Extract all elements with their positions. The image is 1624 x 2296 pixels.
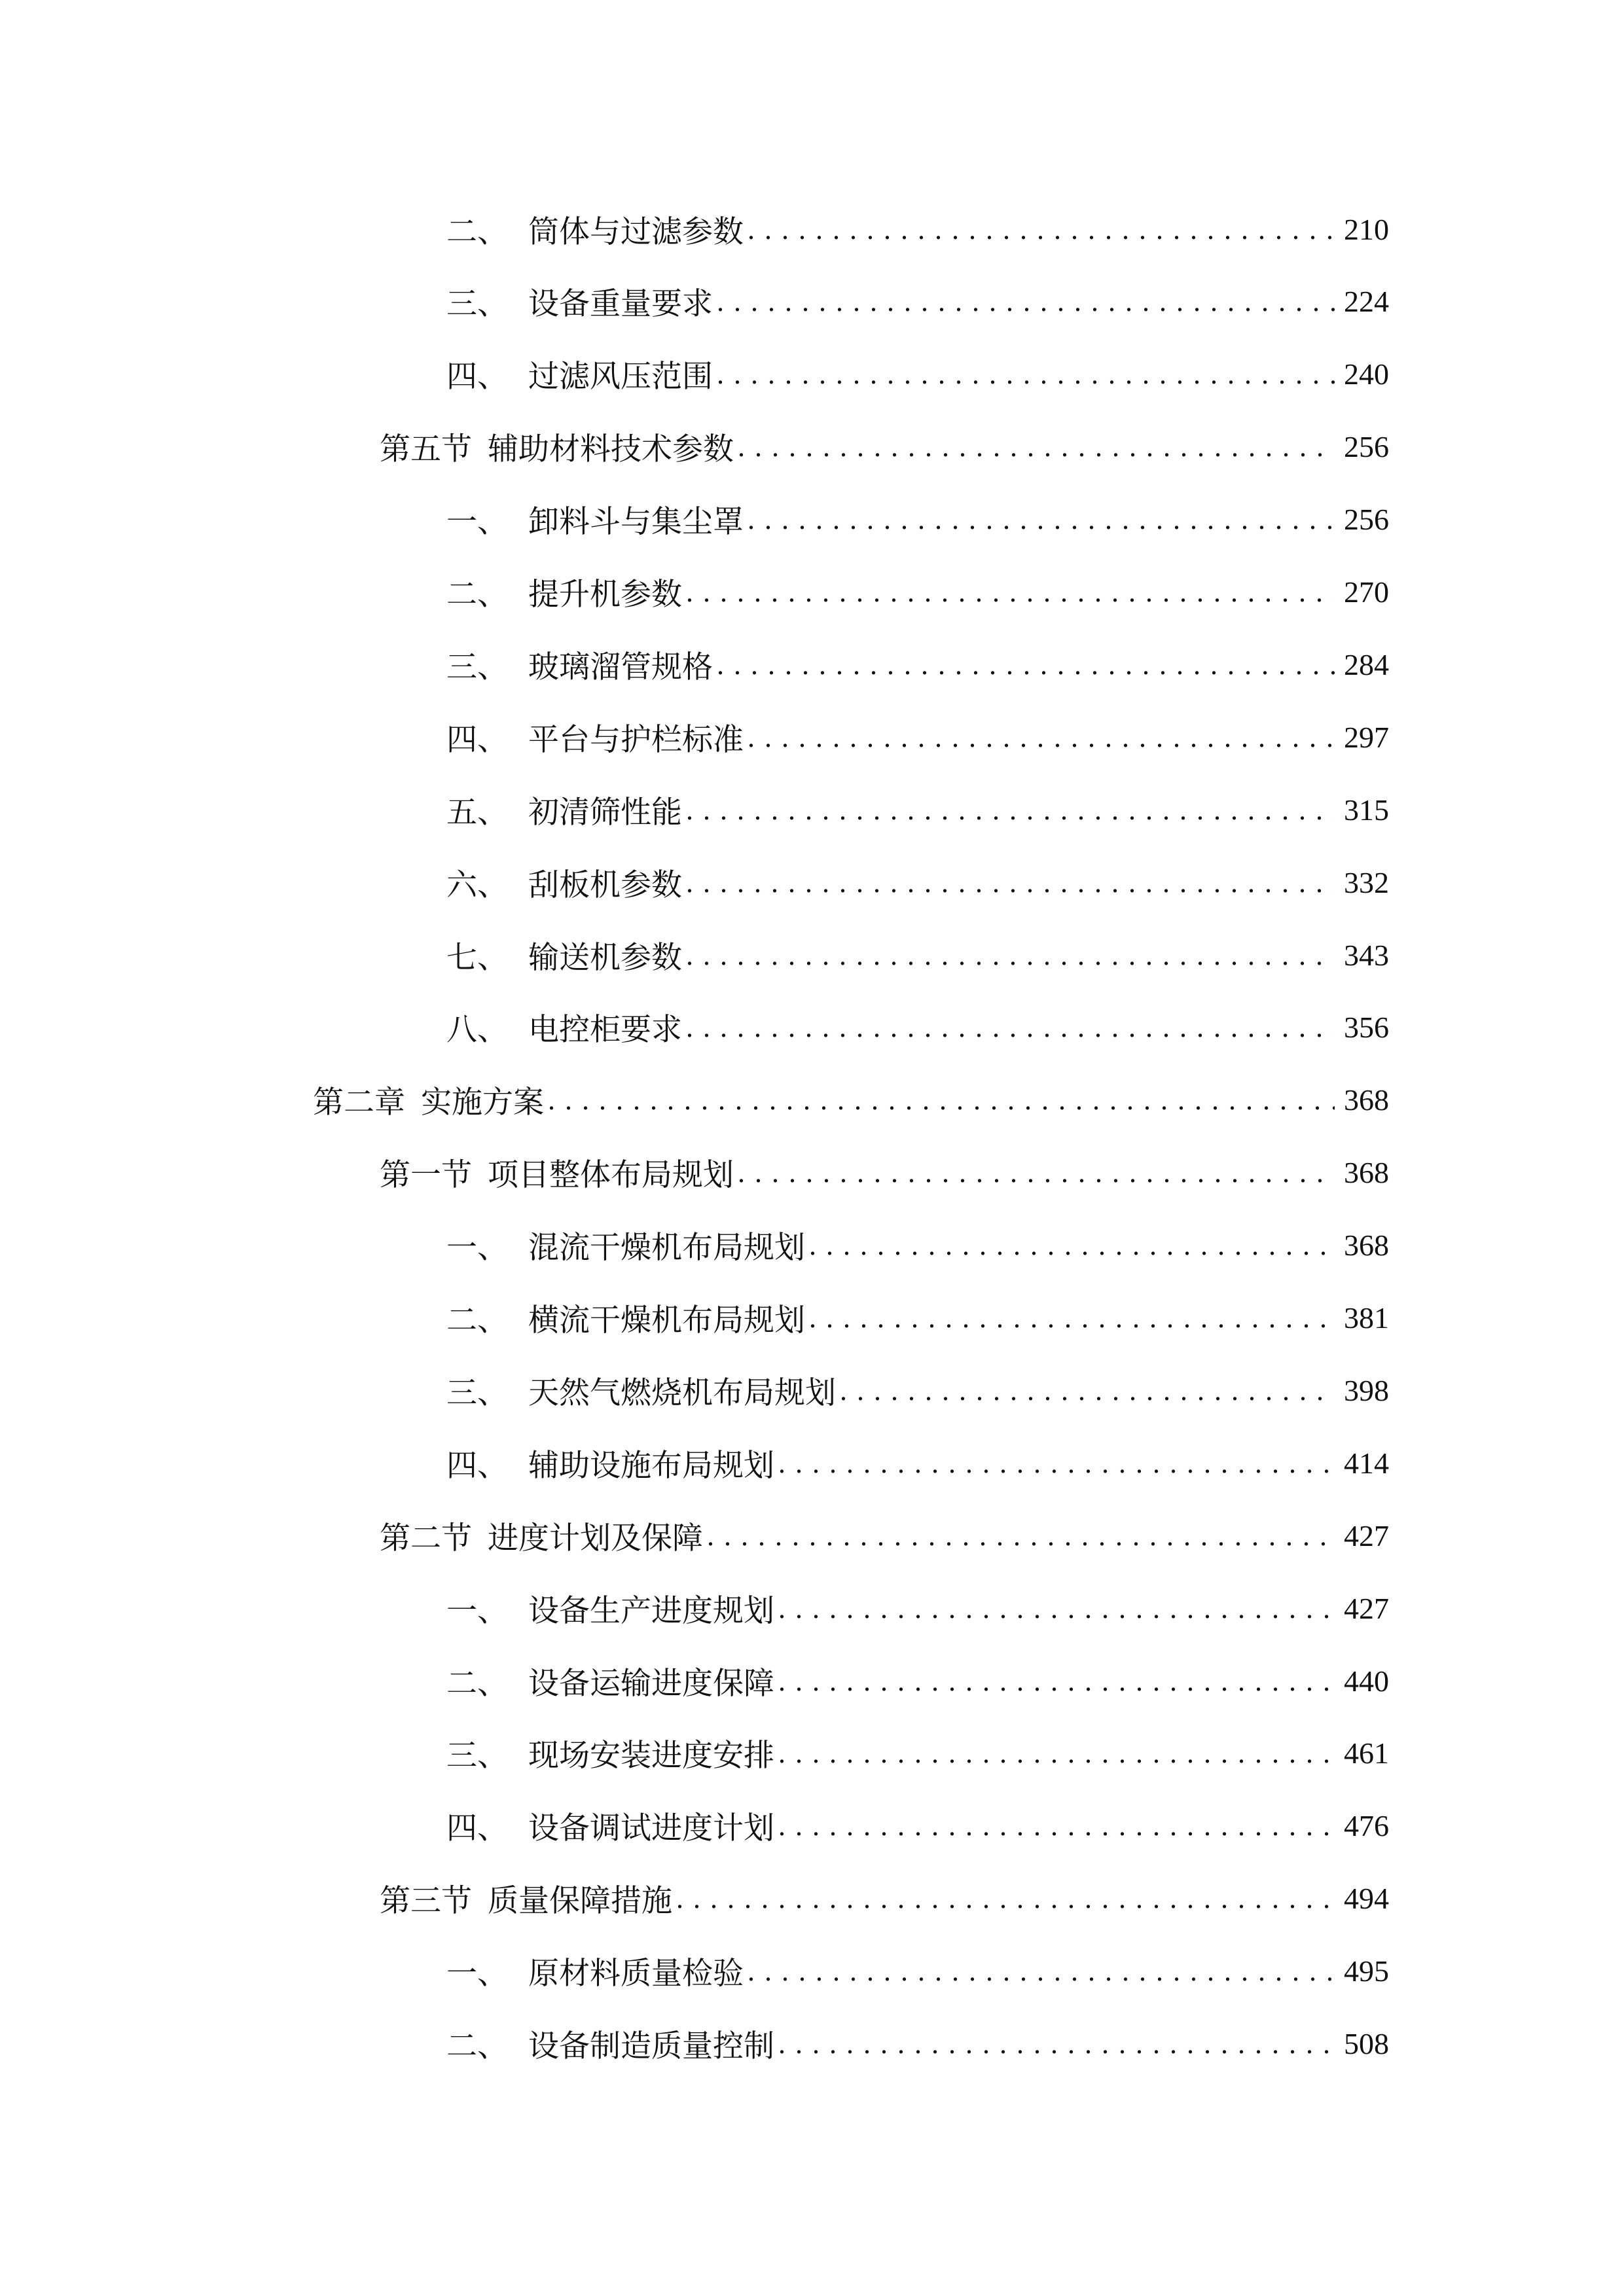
toc-entry[interactable] [446,573,1389,612]
toc-entry-page: 368 [1344,1156,1389,1190]
toc-entry[interactable] [446,282,1389,321]
toc-entry-title: 进度计划及保障 [488,1520,703,1556]
toc-entry-page: 494 [1344,1882,1389,1916]
toc-entry-page: 427 [1344,1591,1389,1625]
toc-entry-number: 四、 [446,359,508,395]
dot-leader [748,213,1335,246]
toc-entry-title: 设备重量要求 [528,286,713,323]
toc-entry-page: 343 [1344,938,1389,972]
toc-entry-page: 224 [1344,285,1389,319]
toc-entry[interactable] [446,1661,1389,1700]
toc-entry-title: 刮板机参数 [528,867,682,903]
toc-entry[interactable] [380,1153,1389,1193]
toc-entry-page: 381 [1344,1301,1389,1335]
toc-entry[interactable] [446,1588,1389,1628]
dot-leader [707,1519,1335,1552]
toc-entry-title: 混流干燥机布局规划 [528,1230,805,1266]
toc-entry[interactable] [380,1516,1389,1555]
toc-entry-number: 三、 [446,1374,508,1411]
toc-entry-page: 476 [1344,1809,1389,1843]
dot-leader [548,1083,1335,1117]
dot-leader [686,575,1335,609]
toc-entry-title: 天然气燃烧机布局规划 [528,1374,836,1411]
toc-entry-page: 508 [1344,2027,1389,2060]
toc-entry[interactable] [446,1226,1389,1265]
dot-leader [738,430,1335,463]
toc-entry[interactable] [380,427,1389,467]
dot-leader [686,866,1335,899]
dot-leader [778,1664,1335,1698]
toc-entry[interactable] [446,1371,1389,1410]
toc-entry-title: 提升机参数 [528,577,682,613]
toc-entry-number: 第一节 [380,1157,472,1194]
toc-entry-number: 三、 [446,286,508,323]
toc-entry-page: 461 [1344,1736,1389,1770]
toc-entry-page: 332 [1344,865,1389,899]
dot-leader [778,2027,1335,2060]
toc-entry-title: 现场安装进度安排 [528,1738,774,1774]
toc-entry-number: 四、 [446,721,508,758]
toc-entry[interactable] [446,2024,1389,2064]
toc-entry-title: 设备生产进度规划 [528,1592,774,1629]
dot-leader [686,793,1335,827]
dot-leader [840,1374,1335,1407]
dot-leader [686,1011,1335,1044]
toc-entry-number: 第三节 [380,1883,472,1920]
toc-entry-number: 二、 [446,1302,508,1338]
toc-entry-title: 电控柜要求 [528,1012,682,1049]
toc-entry-page: 284 [1344,647,1389,681]
dot-leader [778,1809,1335,1842]
dot-leader [748,1954,1335,1988]
toc-entry[interactable] [446,645,1389,684]
toc-entry-title: 设备制造质量控制 [528,2028,774,2064]
toc-entry-number: 四、 [446,1447,508,1484]
toc-entry-number: 三、 [446,649,508,685]
toc-entry[interactable] [446,935,1389,975]
dot-leader [778,1446,1335,1480]
toc-entry-page: 368 [1344,1083,1389,1117]
dot-leader [676,1882,1335,1915]
toc-entry-page: 270 [1344,575,1389,609]
toc-entry-number: 一、 [446,1956,508,1992]
toc-entry[interactable] [446,1008,1389,1047]
toc-entry-number: 二、 [446,2028,508,2064]
toc-entry-page: 414 [1344,1446,1389,1480]
toc-entry-number: 二、 [446,577,508,613]
toc-entry-title: 卸料斗与集尘罩 [528,504,744,541]
toc-entry-number: 六、 [446,867,508,903]
toc-entry-title: 原材料质量检验 [528,1956,744,1992]
toc-entry-number: 一、 [446,1230,508,1266]
toc-entry-title: 实施方案 [421,1085,544,1121]
dot-leader [778,1736,1335,1770]
toc-entry-number: 三、 [446,1738,508,1774]
toc-entry[interactable] [446,717,1389,757]
toc-entry[interactable] [446,355,1389,394]
toc-entry-page: 297 [1344,720,1389,754]
toc-entry[interactable] [446,500,1389,539]
toc-entry[interactable] [446,1734,1389,1773]
toc-entry-title: 玻璃溜管规格 [528,649,713,685]
toc-entry-title: 辅助材料技术参数 [488,431,734,468]
toc-entry-title: 筒体与过滤参数 [528,213,744,250]
toc-entry-title: 项目整体布局规划 [488,1157,734,1194]
dot-leader [778,1592,1335,1625]
toc-entry-number: 五、 [446,794,508,831]
toc-entry-page: 440 [1344,1664,1389,1698]
dot-leader [738,1156,1335,1189]
toc-entry-number: 二、 [446,1665,508,1702]
toc-entry-number: 第五节 [380,431,472,468]
toc-entry-page: 240 [1344,357,1389,391]
toc-entry-page: 256 [1344,430,1389,464]
toc-entry-title: 质量保障措施 [488,1883,672,1920]
toc-entry-page: 398 [1344,1373,1389,1407]
toc-entry-number: 四、 [446,1810,508,1847]
toc-entry-page: 256 [1344,503,1389,537]
dot-leader [809,1301,1335,1335]
dot-leader [748,503,1335,536]
toc-entry-number: 第二节 [380,1520,472,1556]
dot-leader [717,648,1335,681]
toc-entry-title: 设备运输进度保障 [528,1665,774,1702]
dot-leader [809,1229,1335,1262]
toc-entry-title: 输送机参数 [528,939,682,976]
toc-entry-page: 210 [1344,212,1389,246]
toc-entry[interactable] [313,1081,1389,1120]
toc-entry[interactable] [380,1879,1389,1918]
toc-entry-number: 七、 [446,939,508,976]
toc-entry-page: 368 [1344,1229,1389,1263]
toc-entry[interactable] [446,1952,1389,1991]
toc-entry-page: 315 [1344,793,1389,827]
toc-entry-number: 一、 [446,1592,508,1629]
toc-entry-page: 427 [1344,1518,1389,1552]
toc-entry-number: 第二章 [313,1085,405,1121]
toc-entry[interactable] [446,1443,1389,1482]
toc-entry-title: 初清筛性能 [528,794,682,831]
dot-leader [717,285,1335,318]
toc-entry-title: 过滤风压范围 [528,359,713,395]
toc-entry[interactable] [446,1806,1389,1846]
toc-entry-page: 356 [1344,1011,1389,1045]
toc-entry[interactable] [446,863,1389,902]
dot-leader [686,939,1335,972]
toc-entry[interactable] [446,790,1389,829]
toc-entry-number: 八、 [446,1012,508,1049]
toc-entry-title: 设备调试进度计划 [528,1810,774,1847]
toc-entry-title: 横流干燥机布局规划 [528,1302,805,1338]
dot-leader [748,721,1335,754]
toc-entry-page: 495 [1344,1954,1389,1988]
toc-entry-title: 辅助设施布局规划 [528,1447,774,1484]
toc-entry-number: 一、 [446,504,508,541]
toc-entry-title: 平台与护栏标准 [528,721,744,758]
toc-entry[interactable] [446,1299,1389,1338]
toc-entry-number: 二、 [446,213,508,250]
toc-entry[interactable] [446,209,1389,249]
dot-leader [717,357,1335,391]
